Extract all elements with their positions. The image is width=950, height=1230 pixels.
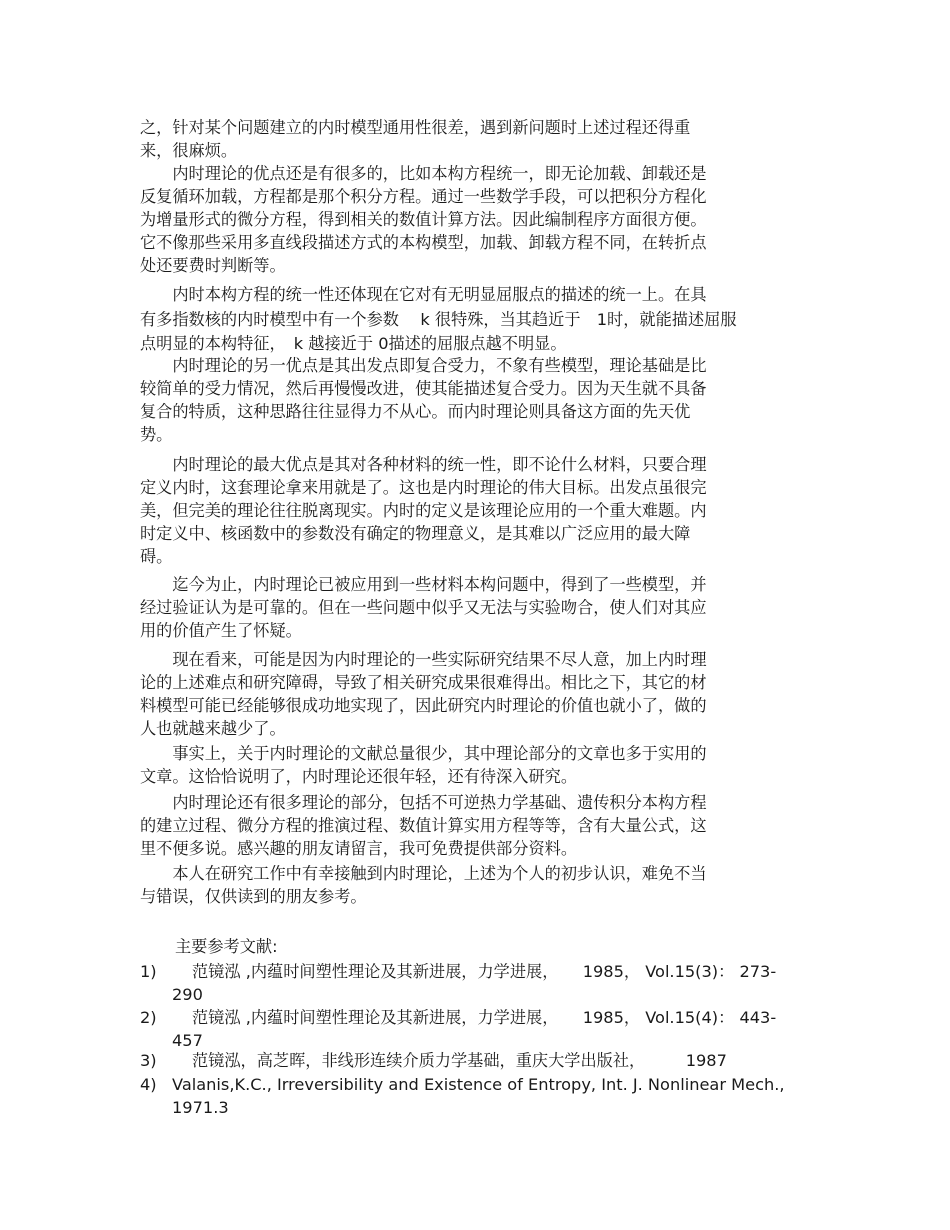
text-line: 碍。 xyxy=(140,547,173,566)
reference-text-continued: 457 xyxy=(172,1031,203,1050)
text-line: 料模型可能已经能够很成功地实现了，因此研究内时理论的价值也就小了，做的 xyxy=(140,696,707,715)
reference-number: 2) xyxy=(140,1008,157,1027)
reference-text: Valanis,K.C., Irreversibility and Existence of Entropy, Int. J. Nonlinear Mech., xyxy=(172,1075,785,1094)
text-line: 内时理论还有很多理论的部分，包括不可逆热力学基础、遗传积分本构方程 xyxy=(140,793,707,812)
text-line: 点明显的本构特征， k 越接近于 0描述的屈服点越不明显。 xyxy=(140,334,567,353)
text-line: 内时本构方程的统一性还体现在它对有无明显屈服点的描述的统一上。在具 xyxy=(140,285,707,304)
reference-text: 范镜泓 ,内蕴时间塑性理论及其新进展，力学进展， 1985， Vol.15(4)： 443- xyxy=(192,1008,777,1027)
reference-number: 4) xyxy=(140,1075,157,1094)
text-line: 势。 xyxy=(140,425,173,444)
text-line: 时定义中、核函数中的参数没有确定的物理意义，是其难以广泛应用的最大障 xyxy=(140,524,691,543)
text-line: 内时理论的另一优点是其出发点即复合受力，不象有些模型，理论基础是比 xyxy=(140,356,707,375)
text-line: 现在看来，可能是因为内时理论的一些实际研究结果不尽人意，加上内时理 xyxy=(140,650,707,669)
text-line: 内时理论的最大优点是其对各种材料的统一性，即不论什么材料，只要合理 xyxy=(140,455,707,474)
text-line: 有多指数核的内时模型中有一个参数 k 很特殊，当其趋近于 1时，就能描述屈服 xyxy=(140,310,737,329)
text-line: 的建立过程、微分方程的推演过程、数值计算实用方程等等，含有大量公式，这 xyxy=(140,816,707,835)
text-line: 反复循环加载，方程都是那个积分方程。通过一些数学手段，可以把积分方程化 xyxy=(140,187,707,206)
text-line: 论的上述难点和研究障碍，导致了相关研究成果很难得出。相比之下，其它的材 xyxy=(140,673,707,692)
text-line: 定义内时，这套理论拿来用就是了。这也是内时理论的伟大目标。出发点虽很完 xyxy=(140,478,707,497)
text-line: 美，但完美的理论往往脱离现实。内时的定义是该理论应用的一个重大难题。内 xyxy=(140,501,707,520)
text-line: 处还要费时判断等。 xyxy=(140,256,286,275)
text-line: 复合的特质，这种思路往往显得力不从心。而内时理论则具备这方面的先天优 xyxy=(140,402,691,421)
text-line: 较简单的受力情况，然后再慢慢改进，使其能描述复合受力。因为天生就不具备 xyxy=(140,379,707,398)
text-line: 来，很麻烦。 xyxy=(140,141,238,160)
text-line: 之，针对某个问题建立的内时模型通用性很差，遇到新问题时上述过程还得重 xyxy=(140,118,691,137)
reference-text-continued: 1971.3 xyxy=(172,1098,229,1117)
text-line: 它不像那些采用多直线段描述方式的本构模型，加载、卸载方程不同，在转折点 xyxy=(140,233,707,252)
text-line: 经过验证认为是可靠的。但在一些问题中似乎又无法与实验吻合，使人们对其应 xyxy=(140,598,707,617)
reference-text-continued: 290 xyxy=(172,985,203,1004)
reference-number: 1) xyxy=(140,962,157,981)
reference-text: 范镜泓，高芝晖，非线形连续介质力学基础，重庆大学出版社， 1987 xyxy=(192,1051,727,1070)
text-line: 与错误，仅供读到的朋友参考。 xyxy=(140,887,367,906)
text-line: 为增量形式的微分方程，得到相关的数值计算方法。因此编制程序方面很方便。 xyxy=(140,210,707,229)
reference-number: 3) xyxy=(140,1051,157,1070)
text-line: 文章。这恰恰说明了，内时理论还很年轻，还有待深入研究。 xyxy=(140,767,578,786)
text-line: 人也就越来越少了。 xyxy=(140,719,286,738)
text-line: 事实上，关于内时理论的文献总量很少，其中理论部分的文章也多于实用的 xyxy=(140,744,707,763)
text-line: 用的价值产生了怀疑。 xyxy=(140,621,302,640)
references-heading: 主要参考文献: xyxy=(175,937,278,956)
text-line: 迄今为止，内时理论已被应用到一些材料本构问题中，得到了一些模型，并 xyxy=(140,575,707,594)
text-line: 内时理论的优点还是有很多的，比如本构方程统一，即无论加载、卸载还是 xyxy=(140,164,707,183)
text-line: 里不便多说。感兴趣的朋友请留言，我可免费提供部分资料。 xyxy=(140,839,578,858)
text-line: 本人在研究工作中有幸接触到内时理论，上述为个人的初步认识，难免不当 xyxy=(140,864,707,883)
reference-text: 范镜泓 ,内蕴时间塑性理论及其新进展，力学进展， 1985， Vol.15(3)： 273- xyxy=(192,962,777,981)
